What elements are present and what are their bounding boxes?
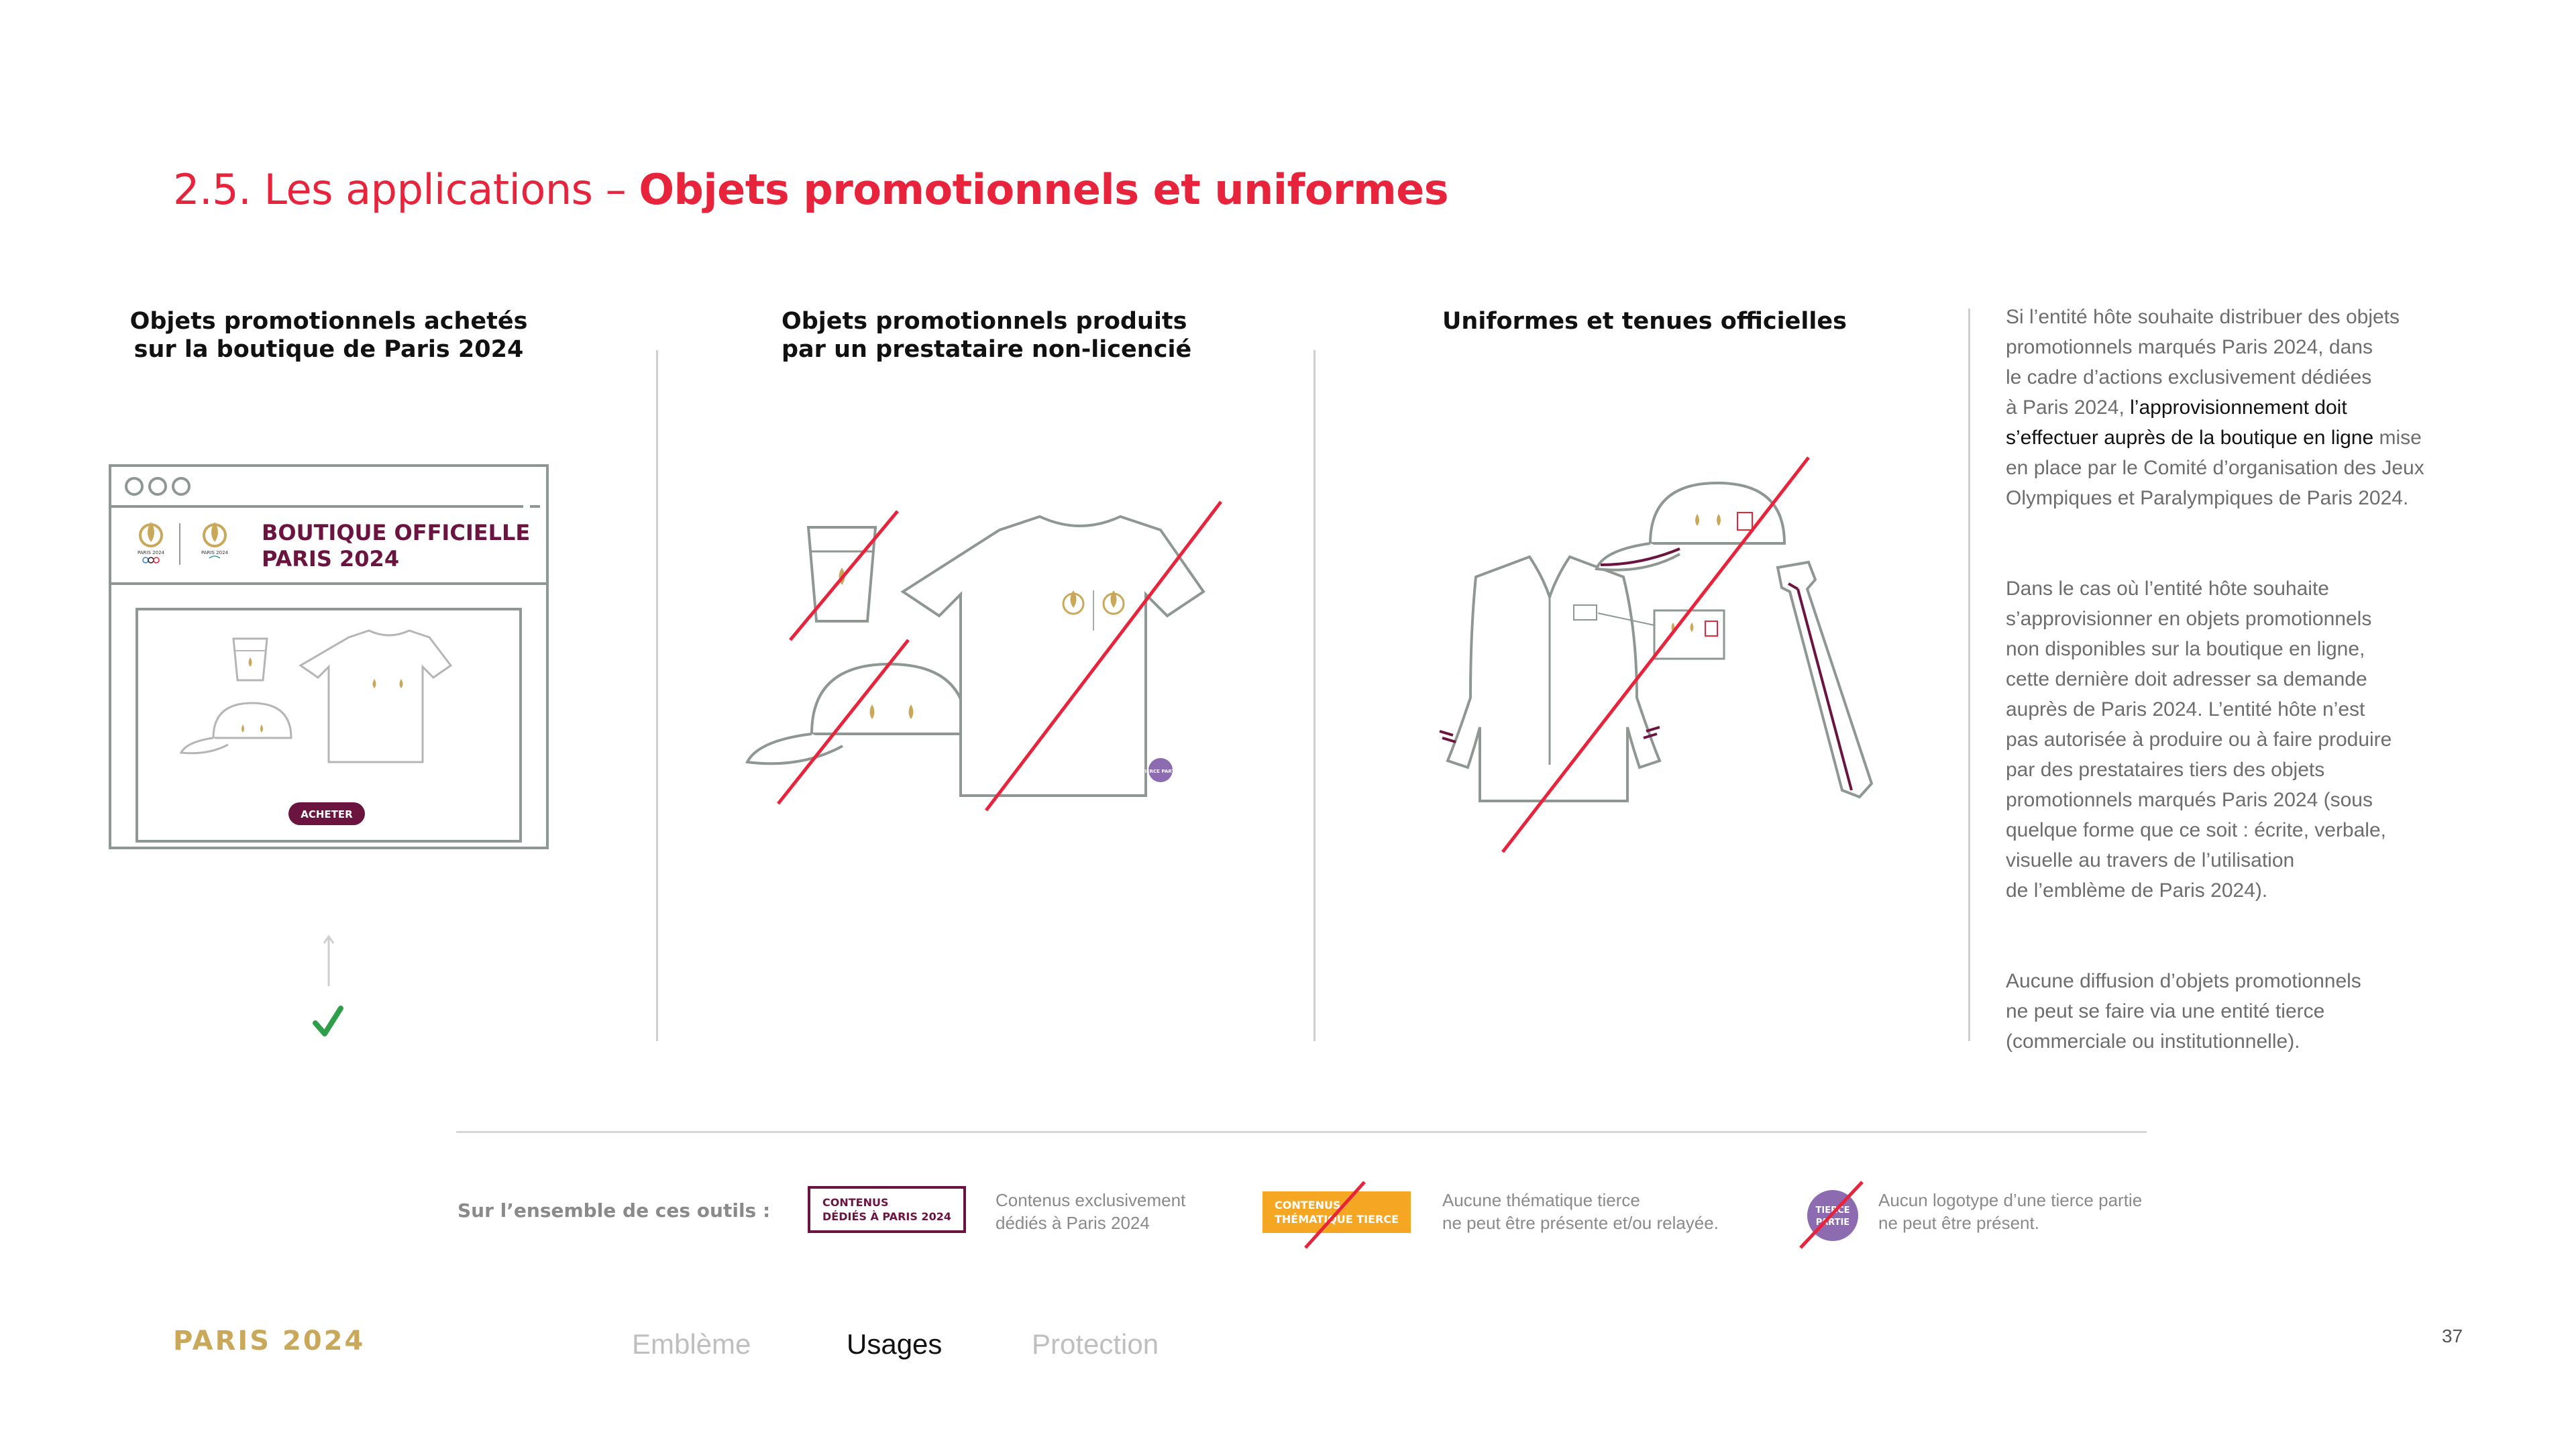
buy-button[interactable] <box>288 802 365 825</box>
page-title <box>173 165 1448 214</box>
badge-dedicated-content <box>808 1186 966 1233</box>
paragraph-3 <box>2006 966 2424 1057</box>
shop-illustration <box>101 456 557 1060</box>
column-divider <box>1313 350 1316 1041</box>
tie-icon <box>1778 562 1872 797</box>
text-line: promotionnels marqués Paris 2024, dans <box>2006 336 2373 358</box>
text-line: Si l’entité hôte souhaite distribuer des objets <box>2006 306 2400 328</box>
text-span-emphasis: s’effectuer auprès de la boutique en ligne <box>2006 427 2374 449</box>
column-heading-uniforms <box>1442 307 1845 335</box>
cross-line-icon <box>1301 1178 1368 1252</box>
paragraph-2 <box>2006 574 2424 906</box>
text-line: pas autorisée à produire ou à faire produire <box>2006 729 2392 751</box>
text-line: de l’emblème de Paris 2024). <box>2006 879 2268 902</box>
text-line <box>2006 423 2424 453</box>
badge-line: DÉDIÉS À PARIS 2024 <box>822 1210 951 1223</box>
heading-line: Uniformes et tenues officielles <box>1442 308 1847 335</box>
text-line: non disponibles sur la boutique en ligne, <box>2006 638 2365 660</box>
text-span: à Paris 2024, <box>2006 396 2131 419</box>
unlicensed-products-illustration <box>731 496 1241 818</box>
section-divider <box>456 1131 2147 1133</box>
nav-item-embleme[interactable]: Emblème <box>632 1328 751 1360</box>
badge-line: CONTENUS <box>1275 1199 1341 1212</box>
heading-line: Objets promotionnels achetés <box>129 308 528 335</box>
column-heading-shop <box>127 307 530 364</box>
heading-line: Objets promotionnels produits <box>782 308 1187 335</box>
cap-icon <box>747 664 967 763</box>
column-divider <box>1968 309 1970 1041</box>
text-line <box>2006 392 2424 423</box>
text-line: Contenus exclusivement <box>996 1190 1186 1210</box>
text-line: (commerciale ou institutionnelle). <box>2006 1030 2300 1053</box>
svg-text:PARTIE: PARTIE <box>1815 1218 1850 1228</box>
cup-icon <box>233 639 267 680</box>
check-icon <box>315 1008 341 1034</box>
uniforms-illustration <box>1415 449 1898 865</box>
title-prefix: 2.5. Les applications – <box>173 165 639 214</box>
shop-title-line2: PARIS 2024 <box>262 546 400 572</box>
page-number: 37 <box>2442 1326 2463 1346</box>
legend-label: Sur l’ensemble de ces outils : <box>458 1199 771 1222</box>
text-line: auprès de Paris 2024. L’entité hôte n’est <box>2006 698 2365 720</box>
text-line: promotionnels marqués Paris 2024 (sous <box>2006 789 2373 811</box>
text-line: par des prestataires tiers des objets <box>2006 759 2325 781</box>
svg-text:PARIS 2024: PARIS 2024 <box>138 550 164 555</box>
legend-desc-third-party <box>1878 1189 2142 1234</box>
svg-text:PARIS 2024: PARIS 2024 <box>201 550 228 555</box>
text-line: Olympiques et Paralympiques de Paris 2024. <box>2006 487 2409 509</box>
legend-desc-dedicated <box>996 1189 1185 1234</box>
third-party-badge-icon <box>1141 758 1179 782</box>
heading-line: par un prestataire non-licencié <box>782 336 1192 363</box>
text-line: ne peut être présent. <box>1878 1213 2039 1233</box>
text-line: visuelle au travers de l’utilisation <box>2006 849 2295 871</box>
badge-line: THÉMATIQUE TIERCE <box>1275 1213 1399 1226</box>
nav-item-protection[interactable]: Protection <box>1032 1328 1159 1360</box>
title-bold: Objets promotionnels et uniformes <box>639 165 1449 214</box>
text-line: cette dernière doit adresser sa demande <box>2006 668 2367 690</box>
buy-button-label[interactable]: ACHETER <box>301 808 353 820</box>
tshirt-icon <box>903 517 1203 796</box>
text-line: ne peut être présente et/ou relayée. <box>1442 1213 1719 1233</box>
column-divider <box>656 350 658 1041</box>
text-line: ne peut se faire via une entité tierce <box>2006 1000 2325 1022</box>
text-span: mise <box>2373 427 2422 449</box>
text-line: en place par le Comité d’organisation des Jeux <box>2006 457 2424 479</box>
text-line: le cadre d’actions exclusivement dédiées <box>2006 366 2372 388</box>
text-span-emphasis: l’approvisionnement doit <box>2130 396 2347 419</box>
badge-line: CONTENUS <box>822 1196 889 1209</box>
heading-line: sur la boutique de Paris 2024 <box>133 336 524 363</box>
arrow-up-icon <box>324 936 333 986</box>
text-block <box>2006 302 2424 1057</box>
brand-logo: PARIS 2024 <box>173 1326 366 1356</box>
column-heading-unlicensed <box>782 307 1192 364</box>
text-line: Dans le cas où l’entité hôte souhaite <box>2006 578 2329 600</box>
text-line: s’approvisionner en objets promotionnels <box>2006 608 2372 630</box>
paragraph-1 <box>2006 302 2424 513</box>
legend-desc-theme <box>1442 1189 1719 1234</box>
jacket-icon <box>1440 557 1660 801</box>
text-line: quelque forme que ce soit : écrite, verbale, <box>2006 819 2386 841</box>
text-line: Aucune thématique tierce <box>1442 1190 1640 1210</box>
shop-title-line1: BOUTIQUE OFFICIELLE <box>262 520 531 545</box>
nav-item-usages[interactable]: Usages <box>847 1328 943 1360</box>
third-party-badge-icon <box>1795 1178 1876 1252</box>
svg-text:TIERCE: TIERCE <box>1815 1205 1850 1216</box>
text-line: Aucune diffusion d’objets promotionnels <box>2006 970 2361 992</box>
text-line: Aucun logotype d’une tierce partie <box>1878 1190 2143 1210</box>
svg-text:TIERCE PARTIE: TIERCE PARTIE <box>1141 769 1180 774</box>
text-line: dédiés à Paris 2024 <box>996 1213 1150 1233</box>
